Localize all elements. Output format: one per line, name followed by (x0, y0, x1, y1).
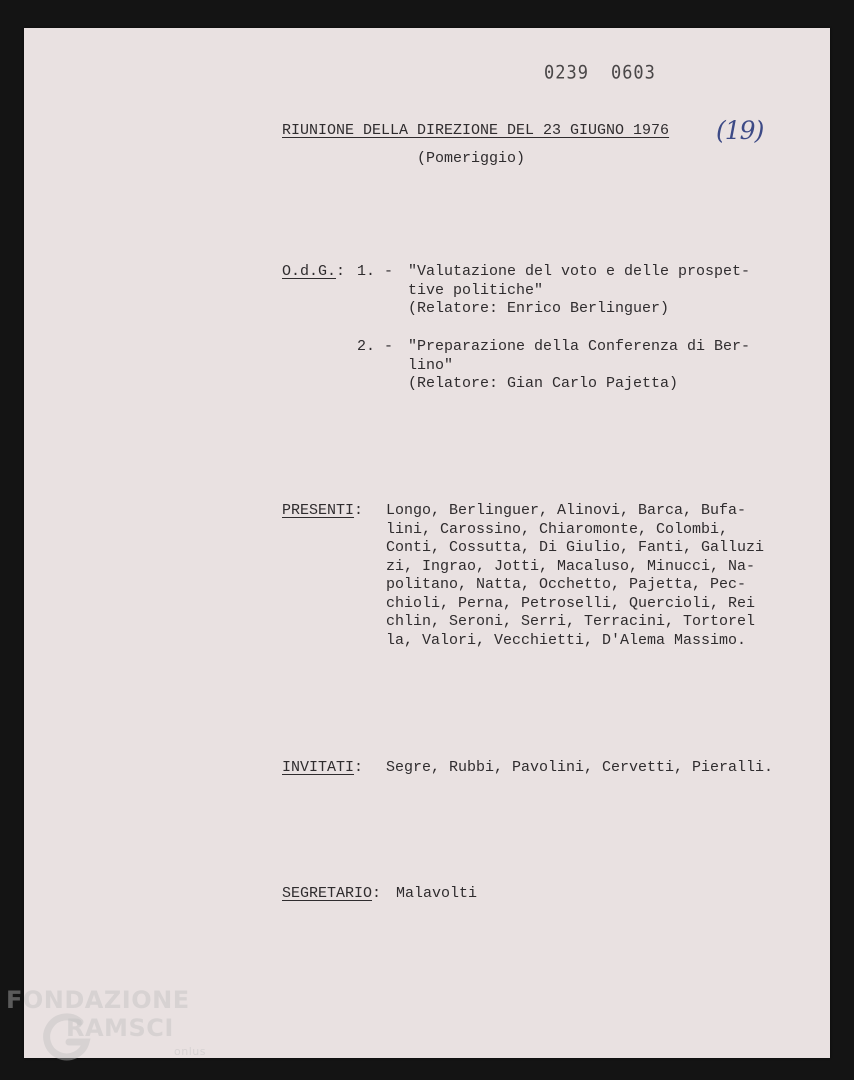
presenti-line-8: la, Valori, Vecchietti, D'Alema Massimo. (386, 631, 747, 649)
watermark-line-1: FONDAZIONE (6, 986, 190, 1014)
presenti-line-2: lini, Carossino, Chiaromonte, Colombi, (386, 520, 729, 538)
segretario-label: SEGRETARIO: (282, 885, 382, 902)
document-page (24, 28, 830, 1058)
agenda-item-1-line-2: tive politiche" (408, 281, 544, 299)
document-subtitle: (Pomeriggio) (417, 150, 526, 167)
agenda-item-1-line-3: (Relatore: Enrico Berlinguer) (408, 300, 670, 317)
presenti-line-3: Conti, Cossutta, Di Giulio, Fanti, Galluzi (386, 539, 765, 556)
archive-stamp-number (544, 62, 656, 84)
invitati-value: Segre, Rubbi, Pavolini, Cervetti, Pieralli. (386, 759, 774, 776)
presenti-line-7: chlin, Seroni, Serri, Terracini, Tortorel (386, 613, 756, 630)
agenda-item-2-line-3: (Relatore: Gian Carlo Pajetta) (408, 375, 679, 392)
stamp-number-a: 0239 (544, 61, 589, 85)
stamp-number-b: 0603 (610, 61, 656, 85)
agenda-item-1-number: 1. - (357, 263, 394, 280)
presenti-line-5: politano, Natta, Occhetto, Pajetta, Pec- (386, 576, 747, 593)
document-title: RIUNIONE DELLA DIREZIONE DEL 23 GIUGNO 1976 (282, 122, 670, 139)
presenti-label-text: PRESENTI (282, 502, 355, 519)
agenda-label-text: O.d.G. (282, 263, 337, 280)
presenti-line-4: zi, Ingrao, Jotti, Macaluso, Minucci, Na- (386, 557, 756, 575)
agenda-item-2-number: 2. - (357, 338, 394, 355)
watermark-line-2: RAMSCI (66, 1014, 174, 1042)
segretario-label-text: SEGRETARIO (282, 885, 373, 902)
presenti-line-1: Longo, Berlinguer, Alinovi, Barca, Bufa- (386, 502, 747, 519)
invitati-label-text: INVITATI (282, 759, 355, 776)
agenda-item-2-line-2: lino" (408, 356, 454, 374)
fondazione-gramsci-watermark (6, 986, 216, 1076)
agenda-label: O.d.G.: (282, 263, 346, 280)
watermark-line-3: onlus (174, 1045, 206, 1058)
presenti-line-6: chioli, Perna, Petroselli, Quercioli, Rei (386, 594, 756, 612)
presenti-label: PRESENTI: (282, 502, 364, 519)
handwritten-note: (19) (716, 116, 764, 145)
agenda-item-1-line-1: "Valutazione del voto e delle prospet- (408, 263, 751, 280)
segretario-value: Malavolti (396, 885, 478, 902)
agenda-item-2-line-1: "Preparazione della Conferenza di Ber- (408, 338, 751, 355)
invitati-label: INVITATI: (282, 759, 364, 776)
